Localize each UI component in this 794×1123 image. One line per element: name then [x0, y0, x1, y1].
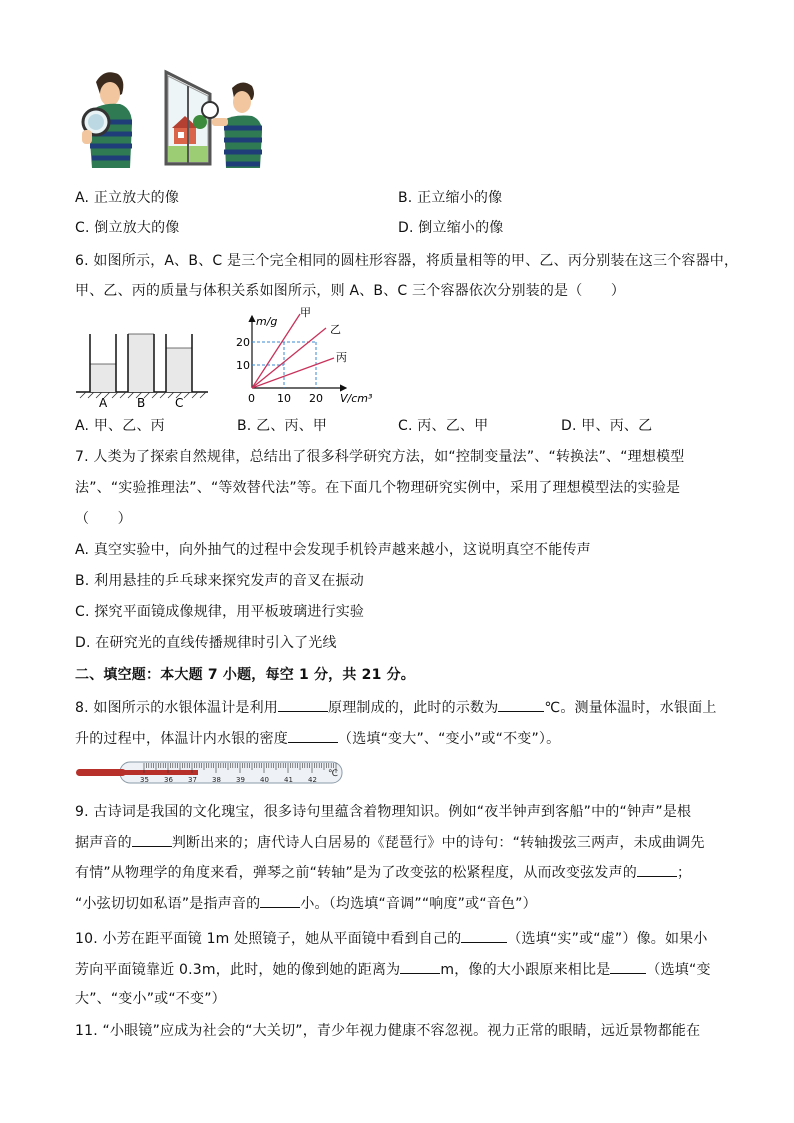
- q11-line1: 11. “小眼镜”应成为社会的“大关切”，青少年视力健康不容忽视。视力正常的眼睛，远近景物都能在: [75, 1023, 701, 1039]
- clinical-thermometer: [74, 760, 346, 786]
- scale-41: 41: [284, 776, 293, 784]
- q8-line1: 8. 如图所示的水银体温计是利用 原理制成的，此时的示数为 ℃。测量体温时，水银面上: [75, 697, 717, 718]
- q7-option-a[interactable]: A. 真空实验中，向外抽气的过程中会发现手机铃声越来越小，这说明真空不能传声: [75, 542, 591, 558]
- q6-stem-line1: 6. 如图所示，A、B、C 是三个完全相同的圆柱形容器，将质量相等的甲、乙、丙分别装在这三个容器中，: [75, 253, 739, 269]
- q9-blank-1[interactable]: [132, 832, 172, 847]
- q7-stem-line1: 7. 人类为了探索自然规律，总结出了很多科学研究方法，如“控制变量法”、“转换法”、“理想模型: [75, 449, 685, 465]
- q9-line2: 据声音的 判断出来的；唐代诗人白居易的《琵琶行》中的诗句：“转轴拨弦三两声，未成曲调先: [75, 832, 705, 853]
- q9-blank-2[interactable]: [637, 862, 677, 877]
- q8-blank-principle[interactable]: [278, 697, 328, 712]
- scale-42: 42: [308, 776, 317, 784]
- q7-option-d[interactable]: D. 在研究光的直线传播规律时引入了光线: [75, 635, 337, 651]
- q5-option-b[interactable]: B. 正立缩小的像: [398, 190, 503, 206]
- origin-label: 0: [248, 392, 255, 405]
- q10-blank-1[interactable]: [461, 928, 507, 943]
- q7-stem-line2: 法”、“实验推理法”、“等效替代法”等。在下面几个物理研究实例中，采用了理想模型法的实验是: [75, 480, 681, 496]
- y-tick-10: 10: [236, 359, 250, 372]
- q6-stem-line2: 甲、乙、丙的质量与体积关系如图所示，则 A、B、C 三个容器依次分别装的是（ ）: [75, 283, 626, 299]
- q9-line1: 9. 古诗词是我国的文化瑰宝，很多诗句里蕴含着物理知识。例如“夜半钟声到客船”中的“钟声”是根: [75, 804, 692, 820]
- series-label-jia: 甲: [300, 306, 311, 319]
- q8-blank-reading[interactable]: [498, 697, 544, 712]
- boy-at-window: [212, 82, 262, 168]
- q8-blank-density[interactable]: [288, 728, 338, 743]
- q5-option-c[interactable]: C. 倒立放大的像: [75, 220, 180, 236]
- q6-option-d[interactable]: D. 甲、丙、乙: [561, 418, 653, 434]
- q5-option-a[interactable]: A. 正立放大的像: [75, 190, 180, 206]
- container-label-b: B: [137, 396, 146, 410]
- q5-option-d[interactable]: D. 倒立缩小的像: [398, 220, 504, 236]
- q6-option-a[interactable]: A. 甲、乙、丙: [75, 418, 165, 434]
- q10-blank-2[interactable]: [400, 959, 440, 974]
- container-label-c: C: [175, 396, 184, 410]
- scale-40: 40: [260, 776, 269, 784]
- q10-line1: 10. 小芳在距平面镜 1m 处照镜子，她从平面镜中看到自己的 （选填“实”或“虚”）像。如果小: [75, 928, 708, 949]
- q5-illustration: [74, 64, 270, 176]
- series-label-bing: 丙: [336, 351, 347, 364]
- scale-unit: ℃: [328, 769, 339, 779]
- q6-containers-figure: [74, 326, 210, 408]
- q7-option-c[interactable]: C. 探究平面镜成像规律，用平板玻璃进行实验: [75, 604, 365, 620]
- q7-stem-line3: （ ）: [75, 511, 132, 527]
- q6-option-b[interactable]: B. 乙、丙、甲: [237, 418, 328, 434]
- y-tick-20: 20: [236, 336, 250, 349]
- x-axis-label: V/cm³: [340, 392, 373, 405]
- scale-37: 37: [188, 776, 197, 784]
- q6-option-c[interactable]: C. 丙、乙、甲: [398, 418, 489, 434]
- y-axis-label: m/g: [256, 315, 278, 328]
- q8-line2: 升的过程中，体温计内水银的密度 （选填“变大”、“变小”或“不变”）。: [75, 728, 560, 749]
- q9-line3: 有情”从物理学的角度来看，弹琴之前“转轴”是为了改变弦的松紧程度，从而改变弦发声的 ；: [75, 862, 691, 883]
- scale-39: 39: [236, 776, 245, 784]
- section-title: 二、填空题：本大题 7 小题，每空 1 分，共 21 分。: [75, 667, 416, 683]
- q9-line4: “小弦切切如私语”是指声音的 小。（均选填“音调”“响度”或“音色”）: [75, 893, 537, 914]
- scale-36: 36: [164, 776, 173, 784]
- q10-blank-3[interactable]: [610, 959, 646, 974]
- series-label-yi: 乙: [330, 323, 341, 336]
- scale-35: 35: [140, 776, 149, 784]
- q10-line3: 大”、“变小”或“不变”）: [75, 991, 226, 1007]
- q9-blank-3[interactable]: [260, 893, 300, 908]
- q10-line2: 芳向平面镜靠近 0.3m，此时，她的像到她的距离为 m，像的大小跟原来相比是 （选填“变: [75, 959, 711, 980]
- x-tick-20: 20: [309, 392, 323, 405]
- q6-mass-volume-graph: [236, 306, 382, 410]
- x-tick-10: 10: [277, 392, 291, 405]
- series-line-yi: [252, 328, 326, 388]
- scale-38: 38: [212, 776, 221, 784]
- q7-option-b[interactable]: B. 利用悬挂的乒乓球来探究发声的音叉在振动: [75, 573, 364, 589]
- window-with-lens: [166, 72, 218, 164]
- series-line-bing: [252, 358, 334, 388]
- container-label-a: A: [99, 396, 108, 410]
- boy-with-magnifier: [82, 72, 132, 168]
